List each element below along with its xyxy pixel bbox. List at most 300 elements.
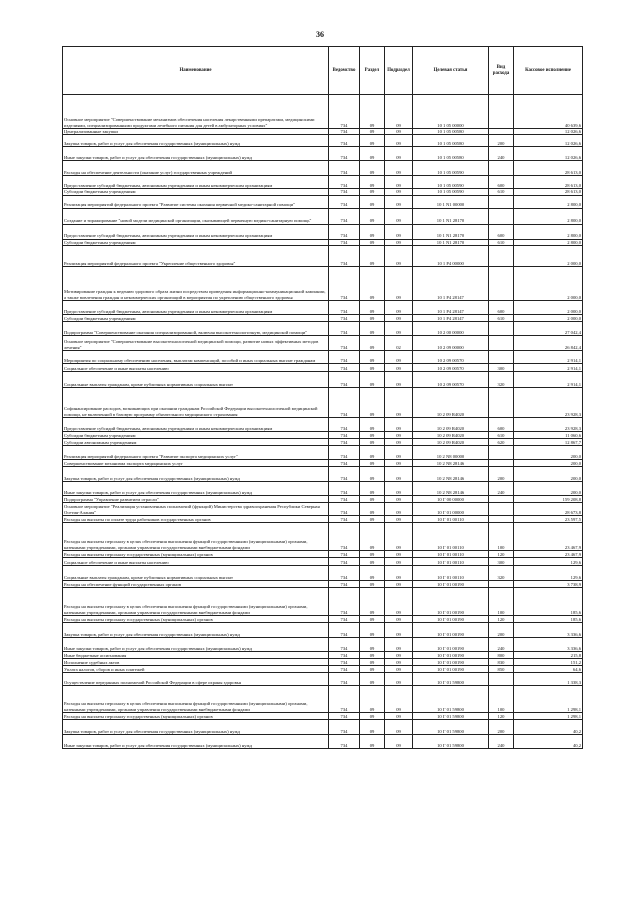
- cell-target-article: 10 Г 01 59800: [413, 712, 489, 719]
- cell-section: 09: [360, 135, 385, 147]
- cell-target-article: 10 Г 01 59800: [413, 672, 489, 685]
- cell-cash-execution: 40,2: [514, 719, 583, 734]
- cell-section: 09: [360, 387, 385, 417]
- cell-expense-type: 300: [489, 557, 514, 565]
- cell-expense-type: [489, 161, 514, 176]
- cell-cash-execution: 12 026,6: [514, 147, 583, 161]
- cell-target-article: 10 2 09 00570: [413, 350, 489, 363]
- cell-name: Иные закупки товаров, работ и услуг для обеспечения государственных (муниципальных) нужд: [63, 734, 329, 748]
- cell-name: Уплата налогов, сборов и иных платежей: [63, 665, 329, 672]
- cell-subsection: 09: [385, 495, 413, 502]
- cell-subsection: 09: [385, 321, 413, 335]
- cell-target-article: 10 1 P4 28147: [413, 300, 489, 314]
- cell-section: 09: [360, 459, 385, 466]
- cell-cash-execution: 2 800,0: [514, 208, 583, 224]
- cell-section: 09: [360, 502, 385, 515]
- cell-cash-execution: 151,2: [514, 658, 583, 665]
- cell-name: Субсидии бюджетным учреждениям: [63, 431, 329, 438]
- cell-expense-type: [489, 195, 514, 208]
- cell-cash-execution: 40,2: [514, 734, 583, 748]
- cell-name: Закупка товаров, работ и услуг для обеспечения государственных (муниципальных) нужд: [63, 622, 329, 637]
- cell-name: Субсидии бюджетным учреждениям: [63, 189, 329, 195]
- table-row: [63, 195, 583, 208]
- cell-cash-execution: 2 800,0: [514, 239, 583, 245]
- cell-department: 734: [329, 565, 360, 580]
- table-row: [63, 224, 583, 239]
- cell-subsection: 09: [385, 300, 413, 314]
- cell-expense-type: 600: [489, 417, 514, 431]
- cell-section: 09: [360, 565, 385, 580]
- cell-expense-type: 200: [489, 719, 514, 734]
- cell-name: Расходы на выплаты персоналу в целях обеспечения выполнения функций государственными (муниципальными) органами, казенными учреждениями, органами управления государственными внебюджетными фондами: [63, 587, 329, 615]
- cell-subsection: 09: [385, 580, 413, 587]
- cell-subsection: 09: [385, 371, 413, 387]
- cell-subsection: 09: [385, 266, 413, 300]
- cell-subsection: 09: [385, 515, 413, 522]
- cell-expense-type: 850: [489, 665, 514, 672]
- cell-target-article: 10 1 05 00590: [413, 176, 489, 189]
- cell-target-article: 10 Г 01 00110: [413, 557, 489, 565]
- cell-expense-type: 610: [489, 239, 514, 245]
- cell-department: 734: [329, 431, 360, 438]
- table-row: [63, 587, 583, 615]
- cell-expense-type: 200: [489, 135, 514, 147]
- table-row: [63, 387, 583, 417]
- cell-department: 734: [329, 417, 360, 431]
- cell-cash-execution: 2 914,1: [514, 371, 583, 387]
- cell-department: 734: [329, 300, 360, 314]
- cell-section: 09: [360, 550, 385, 557]
- cell-cash-execution: 1 298,1: [514, 685, 583, 712]
- cell-target-article: 10 Г 00 00000: [413, 495, 489, 502]
- cell-department: 734: [329, 224, 360, 239]
- cell-subsection: 09: [385, 565, 413, 580]
- cell-name: Расходы на выплаты персоналу в целях обеспечения выполнения функций государственными (муниципальными) органами, казенными учреждениями, органами управления государственными внебюджетными фондами: [63, 685, 329, 712]
- cell-expense-type: 320: [489, 565, 514, 580]
- cell-section: 09: [360, 734, 385, 748]
- cell-department: 734: [329, 459, 360, 466]
- cell-subsection: 09: [385, 557, 413, 565]
- cell-expense-type: 100: [489, 685, 514, 712]
- cell-subsection: 09: [385, 387, 413, 417]
- cell-name: Иные закупки товаров, работ и услуг для обеспечения государственных (муниципальных) нужд: [63, 147, 329, 161]
- table-row: [63, 300, 583, 314]
- cell-target-article: 10 1 N1 28170: [413, 208, 489, 224]
- cell-subsection: 09: [385, 189, 413, 195]
- cell-section: 09: [360, 224, 385, 239]
- cell-cash-execution: 28 673,8: [514, 502, 583, 515]
- cell-expense-type: 240: [489, 147, 514, 161]
- cell-department: 734: [329, 665, 360, 672]
- cell-section: 09: [360, 719, 385, 734]
- cell-section: 09: [360, 637, 385, 651]
- cell-department: 734: [329, 622, 360, 637]
- cell-expense-type: 800: [489, 651, 514, 658]
- cell-name: Централизованные закупки: [63, 129, 329, 135]
- cell-cash-execution: 12 026,6: [514, 129, 583, 135]
- cell-expense-type: [489, 580, 514, 587]
- cell-name: Расходы на выплаты персоналу государственных (муниципальных) органов: [63, 550, 329, 557]
- cell-subsection: 09: [385, 445, 413, 459]
- cell-expense-type: 240: [489, 481, 514, 495]
- cell-cash-execution: 64,6: [514, 665, 583, 672]
- cell-name: Реализация мероприятий федерального проекта "Развитие экспорта медицинских услуг": [63, 445, 329, 459]
- cell-department: 734: [329, 445, 360, 459]
- cell-expense-type: 120: [489, 615, 514, 622]
- cell-section: 09: [360, 580, 385, 587]
- cell-section: 09: [360, 208, 385, 224]
- cell-name: Подпрограмма "Управление развитием отрасли": [63, 495, 329, 502]
- table-row: [63, 445, 583, 459]
- cell-section: 09: [360, 350, 385, 363]
- cell-department: 734: [329, 335, 360, 350]
- cell-name: Иные закупки товаров, работ и услуг для обеспечения государственных (муниципальных) нужд: [63, 481, 329, 495]
- table-row: [63, 615, 583, 622]
- page-number: 36: [316, 30, 324, 39]
- cell-cash-execution: 2 914,1: [514, 363, 583, 371]
- cell-name: Основное мероприятие "Совершенствование высокотехнологичной медицинской помощи, развитие новых эффективных методов лечения": [63, 335, 329, 350]
- table-row: [63, 208, 583, 224]
- cell-expense-type: 240: [489, 637, 514, 651]
- cell-name: Предоставление субсидий бюджетным, автономным учреждениям и иным некоммерческим организациям: [63, 417, 329, 431]
- cell-cash-execution: 27 042,4: [514, 321, 583, 335]
- cell-name: Реализация мероприятий федерального проекта "Развитие системы оказания первичной медико-санитарной помощи": [63, 195, 329, 208]
- cell-name: Предоставление субсидий бюджетным, автономным учреждениям и иным некоммерческим организациям: [63, 300, 329, 314]
- cell-target-article: 10 1 P4 28147: [413, 266, 489, 300]
- cell-subsection: 09: [385, 672, 413, 685]
- cell-target-article: 10 1 05 00000: [413, 95, 489, 129]
- header-expense-type: Вид расхода: [489, 47, 514, 95]
- cell-target-article: 10 2 N8 00000: [413, 445, 489, 459]
- table-row: [63, 665, 583, 672]
- cell-department: 734: [329, 550, 360, 557]
- cell-name: Закупка товаров, работ и услуг для обеспечения государственных (муниципальных) нужд: [63, 719, 329, 734]
- cell-subsection: 09: [385, 712, 413, 719]
- cell-target-article: 10 2 N8 28146: [413, 459, 489, 466]
- cell-subsection: 09: [385, 176, 413, 189]
- cell-target-article: 10 2 N8 28146: [413, 466, 489, 481]
- cell-expense-type: [489, 495, 514, 502]
- cell-expense-type: [489, 266, 514, 300]
- cell-subsection: 09: [385, 615, 413, 622]
- cell-department: 734: [329, 95, 360, 129]
- cell-expense-type: [489, 672, 514, 685]
- cell-department: 734: [329, 266, 360, 300]
- cell-expense-type: 320: [489, 371, 514, 387]
- cell-department: 734: [329, 466, 360, 481]
- cell-expense-type: [489, 459, 514, 466]
- cell-cash-execution: 23 467,9: [514, 550, 583, 557]
- cell-department: 734: [329, 371, 360, 387]
- cell-target-article: 10 Г 01 00000: [413, 502, 489, 515]
- table-row: [63, 266, 583, 300]
- cell-name: Исполнение судебных актов: [63, 658, 329, 665]
- cell-section: 09: [360, 615, 385, 622]
- cell-section: 09: [360, 712, 385, 719]
- cell-cash-execution: 12 867,7: [514, 438, 583, 445]
- cell-department: 734: [329, 350, 360, 363]
- header-target-article: Целевая статья: [413, 47, 489, 95]
- cell-subsection: 09: [385, 522, 413, 550]
- cell-expense-type: 120: [489, 712, 514, 719]
- cell-name: Иные закупки товаров, работ и услуг для обеспечения государственных (муниципальных) нужд: [63, 637, 329, 651]
- cell-department: 734: [329, 515, 360, 522]
- cell-cash-execution: 159 208,8: [514, 495, 583, 502]
- cell-cash-execution: 185,6: [514, 587, 583, 615]
- cell-expense-type: 600: [489, 224, 514, 239]
- cell-target-article: 10 2 09 R4020: [413, 438, 489, 445]
- cell-target-article: 10 1 05 00580: [413, 147, 489, 161]
- cell-name: Расходы на выплаты персоналу государственных (муниципальных) органов: [63, 712, 329, 719]
- cell-expense-type: 600: [489, 176, 514, 189]
- cell-expense-type: [489, 208, 514, 224]
- cell-expense-type: 100: [489, 587, 514, 615]
- cell-subsection: 09: [385, 438, 413, 445]
- table-row: [63, 522, 583, 550]
- cell-expense-type: [489, 515, 514, 522]
- cell-subsection: 09: [385, 651, 413, 658]
- cell-target-article: 10 1 P4 28147: [413, 314, 489, 321]
- cell-expense-type: 300: [489, 363, 514, 371]
- table-row: [63, 481, 583, 495]
- cell-target-article: 10 Г 01 59800: [413, 719, 489, 734]
- cell-subsection: 09: [385, 129, 413, 135]
- cell-target-article: 10 1 05 00580: [413, 129, 489, 135]
- cell-section: 09: [360, 195, 385, 208]
- cell-section: 09: [360, 321, 385, 335]
- cell-name: Осуществление переданных полномочий Российской Федерации в сфере охраны здоровья: [63, 672, 329, 685]
- cell-expense-type: 240: [489, 734, 514, 748]
- cell-section: 09: [360, 95, 385, 129]
- cell-section: 09: [360, 266, 385, 300]
- cell-section: 09: [360, 189, 385, 195]
- cell-department: 734: [329, 734, 360, 748]
- cell-target-article: 10 Г 01 00190: [413, 658, 489, 665]
- table-row: [63, 672, 583, 685]
- cell-department: 734: [329, 135, 360, 147]
- cell-department: 734: [329, 637, 360, 651]
- cell-cash-execution: 2 000,0: [514, 300, 583, 314]
- cell-subsection: 09: [385, 665, 413, 672]
- cell-department: 734: [329, 161, 360, 176]
- cell-subsection: 09: [385, 622, 413, 637]
- cell-expense-type: 200: [489, 466, 514, 481]
- cell-name: Реализация мероприятий федерального проекта "Укрепление общественного здоровья": [63, 245, 329, 266]
- cell-department: 734: [329, 658, 360, 665]
- cell-target-article: 10 2 09 R4020: [413, 417, 489, 431]
- cell-cash-execution: 3 336,6: [514, 637, 583, 651]
- cell-department: 734: [329, 363, 360, 371]
- cell-cash-execution: 129,6: [514, 565, 583, 580]
- cell-name: Предоставление субсидий бюджетным, автономным учреждениям и иным некоммерческим организациям: [63, 224, 329, 239]
- cell-expense-type: [489, 335, 514, 350]
- cell-target-article: 10 1 05 00580: [413, 135, 489, 147]
- table-row: [63, 557, 583, 565]
- cell-subsection: 09: [385, 550, 413, 557]
- cell-expense-type: [489, 245, 514, 266]
- cell-target-article: 10 1 N1 28170: [413, 239, 489, 245]
- cell-department: 734: [329, 651, 360, 658]
- cell-department: 734: [329, 587, 360, 615]
- cell-target-article: 10 2 09 00000: [413, 335, 489, 350]
- cell-expense-type: 830: [489, 658, 514, 665]
- cell-section: 09: [360, 685, 385, 712]
- cell-cash-execution: 129,6: [514, 557, 583, 565]
- cell-section: 09: [360, 245, 385, 266]
- cell-expense-type: [489, 387, 514, 417]
- cell-name: Субсидии автономным учреждениям: [63, 438, 329, 445]
- cell-name: Социальные выплаты гражданам, кроме публичных нормативных социальных выплат: [63, 565, 329, 580]
- cell-name: Мотивирование граждан к ведению здорового образа жизни посредством проведения информационно-коммуникационной кампании, а также вовлечения граждан и некоммерческих организаций в мероприятия по укреплению общественного здоровья: [63, 266, 329, 300]
- cell-department: 734: [329, 557, 360, 565]
- table-row: [63, 135, 583, 147]
- cell-department: 734: [329, 672, 360, 685]
- table-row: [63, 321, 583, 335]
- cell-name: Расходы на выплаты персоналу в целях обеспечения выполнения функций государственными (муниципальными) органами, казенными учреждениями, органами управления государственными внебюджетными фондами: [63, 522, 329, 550]
- cell-subsection: 09: [385, 95, 413, 129]
- table-row: [63, 176, 583, 189]
- table-row: [63, 685, 583, 712]
- cell-cash-execution: 3 336,6: [514, 622, 583, 637]
- cell-cash-execution: 12 026,6: [514, 135, 583, 147]
- cell-expense-type: [489, 445, 514, 459]
- cell-department: 734: [329, 189, 360, 195]
- table-row: [63, 622, 583, 637]
- table-row: [63, 580, 583, 587]
- cell-cash-execution: 2 000,0: [514, 314, 583, 321]
- table-row: [63, 637, 583, 651]
- table-row: [63, 335, 583, 350]
- cell-expense-type: [489, 95, 514, 129]
- table-row: [63, 651, 583, 658]
- cell-name: Расходы на выплаты персоналу государственных (муниципальных) органов: [63, 615, 329, 622]
- budget-table: [62, 46, 583, 749]
- cell-expense-type: 610: [489, 431, 514, 438]
- table-row: [63, 466, 583, 481]
- cell-section: 09: [360, 658, 385, 665]
- cell-subsection: 09: [385, 245, 413, 266]
- cell-subsection: 09: [385, 459, 413, 466]
- cell-section: 09: [360, 557, 385, 565]
- cell-target-article: 10 Г 01 00190: [413, 615, 489, 622]
- cell-name: Социальные выплаты гражданам, кроме публичных нормативных социальных выплат: [63, 371, 329, 387]
- cell-name: Закупка товаров, работ и услуг для обеспечения государственных (муниципальных) нужд: [63, 466, 329, 481]
- cell-target-article: 10 Г 01 00190: [413, 637, 489, 651]
- table-row: [63, 431, 583, 438]
- cell-section: 09: [360, 587, 385, 615]
- cell-department: 734: [329, 522, 360, 550]
- table-row: [63, 314, 583, 321]
- cell-target-article: 10 Г 01 00110: [413, 565, 489, 580]
- cell-expense-type: [489, 502, 514, 515]
- cell-section: 09: [360, 515, 385, 522]
- cell-target-article: 10 2 N8 28146: [413, 481, 489, 495]
- cell-name: Закупка товаров, работ и услуг для обеспечения государственных (муниципальных) нужд: [63, 135, 329, 147]
- table-body: [63, 95, 583, 749]
- cell-target-article: 10 Г 01 00190: [413, 665, 489, 672]
- cell-section: 09: [360, 314, 385, 321]
- cell-department: 734: [329, 245, 360, 266]
- cell-cash-execution: 2 800,0: [514, 224, 583, 239]
- cell-department: 734: [329, 129, 360, 135]
- cell-cash-execution: 2 914,1: [514, 350, 583, 363]
- cell-target-article: 10 2 09 R4020: [413, 387, 489, 417]
- cell-target-article: 10 2 09 00570: [413, 371, 489, 387]
- cell-cash-execution: 200,0: [514, 445, 583, 459]
- cell-section: 09: [360, 665, 385, 672]
- cell-cash-execution: 185,6: [514, 615, 583, 622]
- cell-subsection: 09: [385, 224, 413, 239]
- cell-section: 09: [360, 371, 385, 387]
- cell-name: Субсидии бюджетным учреждениям: [63, 314, 329, 321]
- header-section: Раздел: [360, 47, 385, 95]
- cell-department: 734: [329, 195, 360, 208]
- cell-section: 09: [360, 300, 385, 314]
- table-row: [63, 350, 583, 363]
- cell-section: 09: [360, 335, 385, 350]
- cell-subsection: 09: [385, 363, 413, 371]
- cell-expense-type: 100: [489, 522, 514, 550]
- cell-cash-execution: 200,0: [514, 459, 583, 466]
- table-row: [63, 565, 583, 580]
- cell-name: Субсидии бюджетным учреждениям: [63, 239, 329, 245]
- cell-subsection: 09: [385, 587, 413, 615]
- cell-department: 734: [329, 481, 360, 495]
- cell-subsection: 09: [385, 685, 413, 712]
- cell-expense-type: [489, 321, 514, 335]
- cell-name: Социальное обеспечение и иные выплаты населению: [63, 557, 329, 565]
- cell-department: 734: [329, 685, 360, 712]
- cell-section: 09: [360, 481, 385, 495]
- cell-expense-type: 610: [489, 314, 514, 321]
- table-row: [63, 550, 583, 557]
- table-row: [63, 734, 583, 748]
- table-row: [63, 363, 583, 371]
- cell-section: 09: [360, 438, 385, 445]
- cell-department: 734: [329, 321, 360, 335]
- cell-expense-type: 600: [489, 300, 514, 314]
- cell-section: 09: [360, 417, 385, 431]
- cell-cash-execution: 200,0: [514, 466, 583, 481]
- cell-subsection: 09: [385, 502, 413, 515]
- cell-subsection: 09: [385, 466, 413, 481]
- cell-subsection: 09: [385, 350, 413, 363]
- cell-department: 734: [329, 176, 360, 189]
- cell-cash-execution: 200,0: [514, 481, 583, 495]
- cell-name: Расходы на обеспечение деятельности (оказание услуг) государственных учреждений: [63, 161, 329, 176]
- cell-section: 09: [360, 161, 385, 176]
- cell-cash-execution: 2 000,0: [514, 245, 583, 266]
- cell-cash-execution: 28 613,0: [514, 189, 583, 195]
- cell-cash-execution: 26 842,4: [514, 335, 583, 350]
- cell-target-article: 10 Г 01 59800: [413, 685, 489, 712]
- cell-cash-execution: 1 338,3: [514, 672, 583, 685]
- cell-subsection: 09: [385, 239, 413, 245]
- cell-cash-execution: 1 298,1: [514, 712, 583, 719]
- cell-target-article: 10 Г 01 00110: [413, 522, 489, 550]
- cell-target-article: 10 1 N1 28170: [413, 224, 489, 239]
- header-subsection: Подраздел: [385, 47, 413, 95]
- cell-target-article: 10 1 N1 00000: [413, 195, 489, 208]
- cell-department: 734: [329, 495, 360, 502]
- cell-subsection: 09: [385, 195, 413, 208]
- cell-department: 734: [329, 580, 360, 587]
- table-row: [63, 245, 583, 266]
- cell-subsection: 09: [385, 637, 413, 651]
- cell-section: 09: [360, 176, 385, 189]
- cell-department: 734: [329, 208, 360, 224]
- table-row: [63, 417, 583, 431]
